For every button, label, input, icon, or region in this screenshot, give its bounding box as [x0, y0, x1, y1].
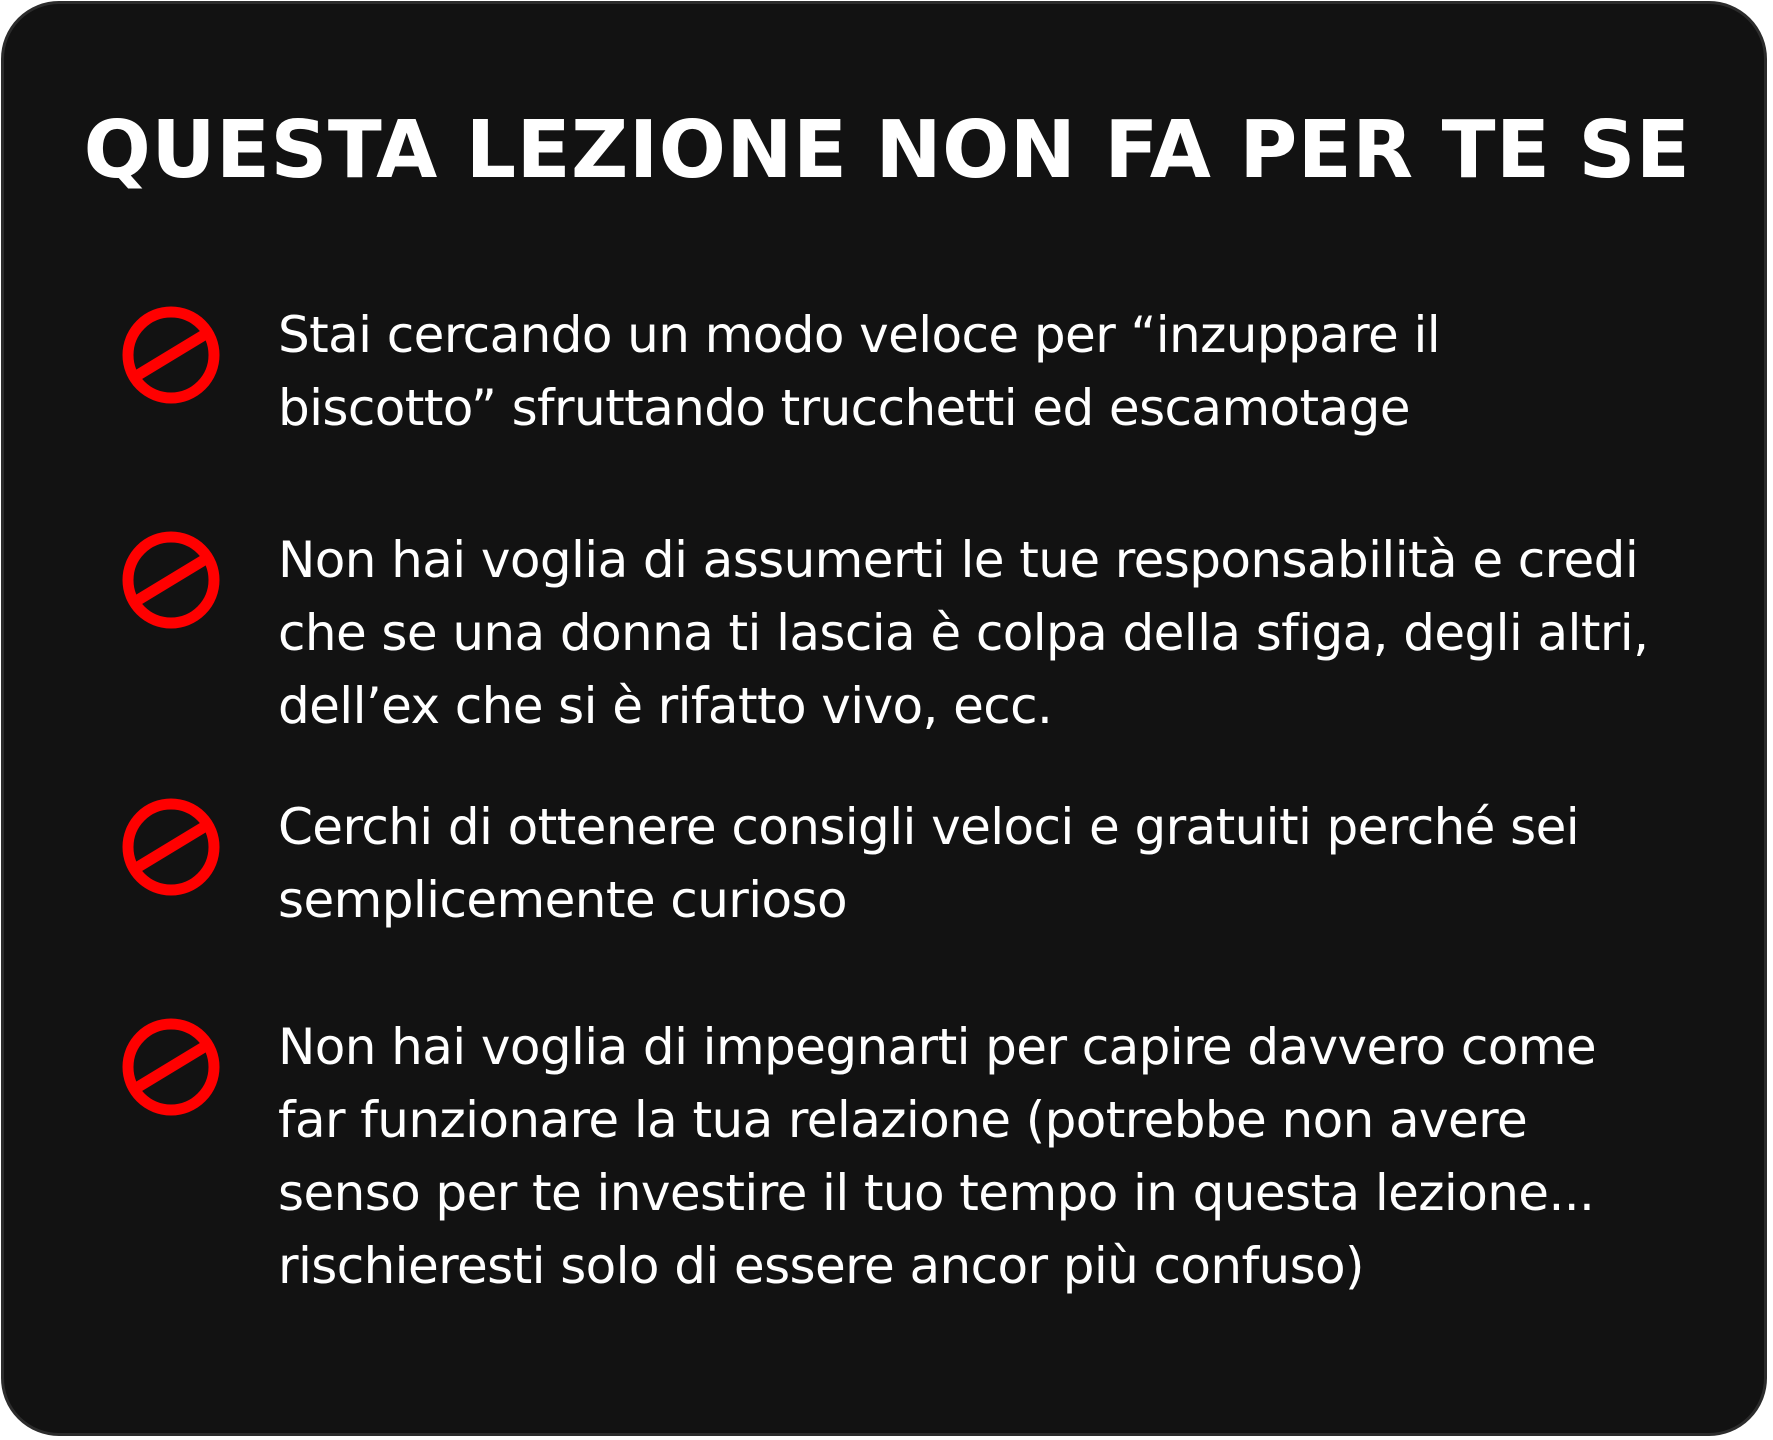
prohibited-icon — [120, 304, 222, 406]
list-item-text: Stai cercando un modo veloce per “inzuppare il biscotto” sfruttando trucchetti ed escamotage — [278, 306, 1441, 437]
prohibited-icon — [120, 1016, 222, 1118]
list-item-text: Cerchi di ottenere consigli veloci e gratuiti perché sei semplicemente curioso — [278, 798, 1580, 929]
list-item-text: Non hai voglia di assumerti le tue responsabilità e credi che se una donna ti lascia è colpa della sfiga, degli altri, dell’ex che si è rifatto vivo, ecc. — [278, 531, 1649, 735]
card-title: QUESTA LEZIONE NON FA PER TE SE — [83, 104, 1691, 196]
prohibited-icon — [120, 529, 222, 631]
list-item-text: Non hai voglia di impegnarti per capire davvero come far funzionare la tua relazione (potrebbe non avere senso per te investire il tuo tempo in questa lezione... rischieresti solo di essere ancor più confuso) — [278, 1018, 1596, 1295]
info-card — [1, 1, 1767, 1436]
prohibited-icon — [120, 796, 222, 898]
